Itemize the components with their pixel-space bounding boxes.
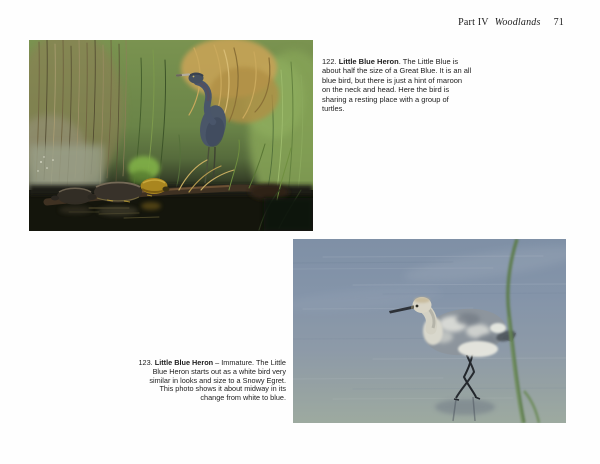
section-label: Woodlands [494,17,541,28]
caption-number: 123. [138,358,155,367]
caption-figure-123 [136,359,286,403]
caption-body: – Immature. The Little Blue Heron starts out as a white bird very similar in looks and size to a Snowy Egret. This photo shows it about midway in its change from white to blue. [149,358,286,403]
photo-little-blue-heron-immature [293,239,566,423]
page-header [458,17,564,28]
caption-number: 122. [322,57,339,66]
page-number: 71 [553,17,564,28]
caption-figure-122 [322,57,472,113]
photo-little-blue-heron-adult [29,40,313,231]
caption-species-title: Little Blue Heron [338,57,399,66]
caption-body: . The Little Blue is about half the size of a Great Blue. It is an all blue bird, but there is just a hint of maroon on the neck and head. Here the bird is sharing a resting place with a group of turtles. [322,57,472,114]
part-label: Part IV [458,17,489,28]
caption-species-title: Little Blue Heron [154,358,214,367]
